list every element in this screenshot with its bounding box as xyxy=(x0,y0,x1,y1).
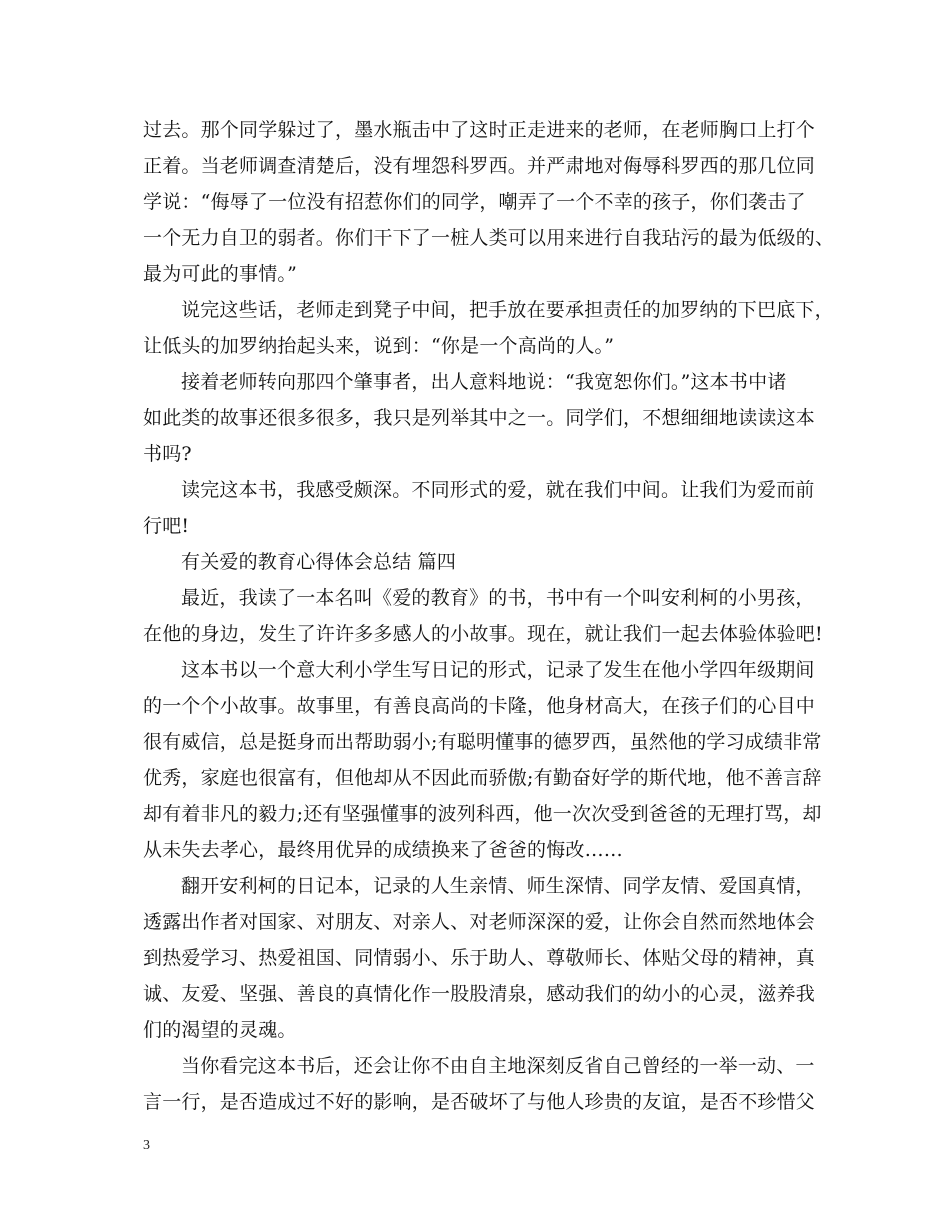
paragraph-start-line: 接着老师转向那四个肇事者，出人意料地说：“我宽恕你们。”这本书中诸 xyxy=(181,371,787,393)
paragraph-start-line: 说完这些话，老师走到凳子中间，把手放在要承担责任的加罗纳的下巴底下， xyxy=(181,299,834,321)
text-line: 一个无力自卫的弱者。你们干下了一桩人类可以用来进行自我玷污的最为低级的、 xyxy=(143,227,835,249)
paragraph-start-line: 这本书以一个意大利小学生写日记的形式，记录了发生在他小学四年级期间 xyxy=(181,659,815,681)
text-line: 让低头的加罗纳抬起头来，说到：“你是一个高尚的人。” xyxy=(143,335,615,357)
text-line: 们的渴望的灵魂。 xyxy=(143,1019,297,1041)
text-line: 言一行，是否造成过不好的影响，是否破坏了与他人珍贵的友谊，是否不珍惜父 xyxy=(143,1091,816,1113)
text-line: 透露出作者对国家、对朋友、对亲人、对老师深深的爱，让你会自然而然地体会 xyxy=(143,911,816,933)
text-line: 正着。当老师调查清楚后，没有埋怨科罗西。并严肃地对侮辱科罗西的那几位同 xyxy=(143,155,816,177)
text-line: 在他的身边，发生了许许多多感人的小故事。现在，就让我们一起去体验体验吧! xyxy=(143,623,823,645)
text-line: 行吧! xyxy=(143,515,190,537)
page-number: 3 xyxy=(143,1138,150,1153)
document-body xyxy=(143,112,835,1120)
paragraph-start-line: 读完这本书，我感受颇深。不同形式的爱，就在我们中间。让我们为爱而前 xyxy=(181,479,815,501)
paragraph-start-line: 当你看完这本书后，还会让你不由自主地深刻反省自己曾经的一举一动、一 xyxy=(181,1055,815,1077)
section-heading: 有关爱的教育心得体会总结 篇四 xyxy=(181,551,457,573)
text-line: 的一个个小故事。故事里，有善良高尚的卡隆，他身材高大，在孩子们的心目中 xyxy=(143,695,816,717)
paragraph-start-line: 翻开安利柯的日记本，记录的人生亲情、师生深情、同学友情、爱国真情， xyxy=(181,875,815,897)
text-line: 到热爱学习、热爱祖国、同情弱小、乐于助人、尊敬师长、体贴父母的精神，真 xyxy=(143,947,816,969)
text-line: 很有威信，总是挺身而出帮助弱小;有聪明懂事的德罗西，虽然他的学习成绩非常 xyxy=(143,731,822,753)
text-line: 从未失去孝心，最终用优异的成绩换来了爸爸的悔改…… xyxy=(143,839,624,861)
text-line: 如此类的故事还很多很多，我只是列举其中之一。同学们，不想细细地读读这本 xyxy=(143,407,816,429)
text-line: 学说：“侮辱了一位没有招惹你们的同学，嘲弄了一个不幸的孩子，你们袭击了 xyxy=(143,191,806,213)
text-line: 优秀，家庭也很富有，但他却从不因此而骄傲;有勤奋好学的斯代地，他不善言辞 xyxy=(143,767,822,789)
paragraph-start-line: 最近，我读了一本名叫《爱的教育》的书，书中有一个叫安利柯的小男孩， xyxy=(181,587,815,609)
text-line: 诚、友爱、坚强、善良的真情化作一股股清泉，感动我们的幼小的心灵，滋养我 xyxy=(143,983,816,1005)
text-line: 过去。那个同学躲过了，墨水瓶击中了这时正走进来的老师，在老师胸口上打个 xyxy=(143,119,816,141)
text-line: 却有着非凡的毅力;还有坚强懂事的波列科西，他一次次受到爸爸的无理打骂，却 xyxy=(143,803,822,825)
text-line: 书吗? xyxy=(143,443,192,465)
text-line: 最为可此的事情。” xyxy=(143,263,298,285)
